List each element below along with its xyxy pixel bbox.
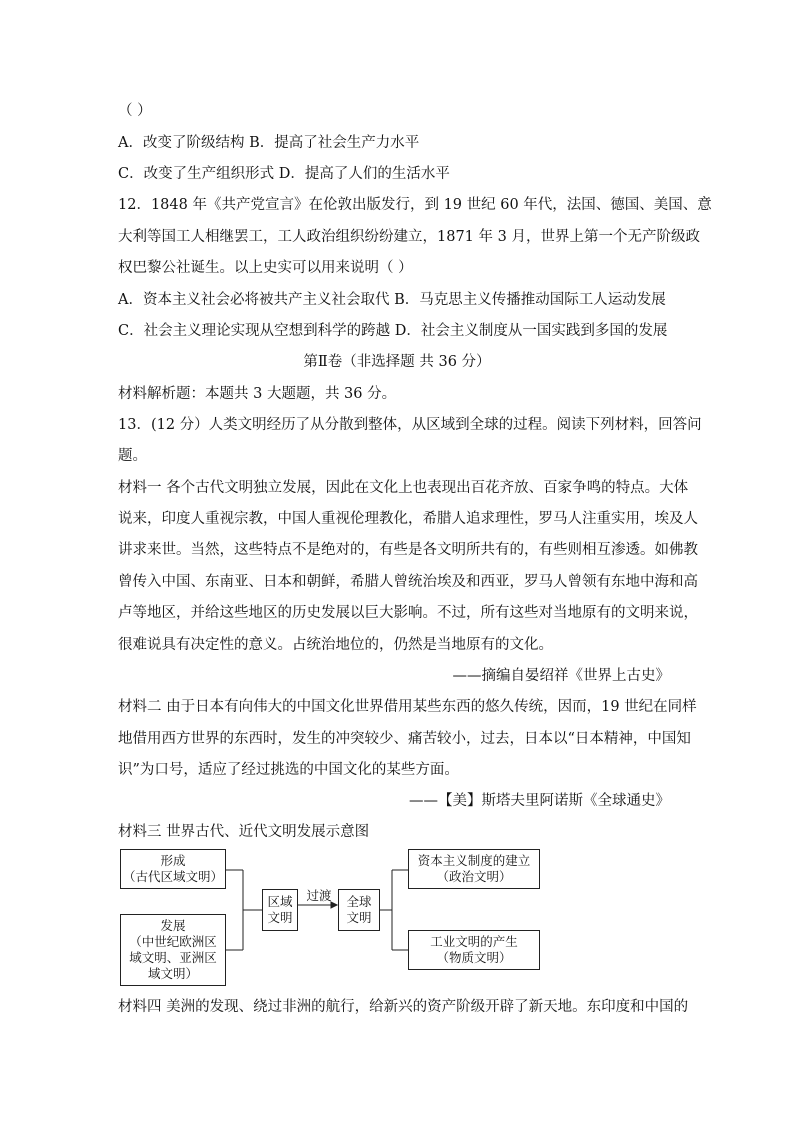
global-label-2: 文明	[346, 910, 372, 925]
material2-line3: 识”为口号，适应了经过挑选的中国文化的某些方面。	[118, 762, 459, 778]
material4-line1: 材料四 美洲的发现、绕过非洲的航行，给新兴的资产阶级开辟了新天地。东印度和中国的	[118, 999, 689, 1015]
q11-parenthesis: （ ）	[118, 103, 152, 119]
regional-label-2: 文明	[267, 910, 293, 925]
development-label: 发展	[160, 918, 186, 933]
regional-label-1: 区域	[267, 894, 293, 909]
regional-civilization-box	[262, 889, 298, 931]
capitalism-label: 资本主义制度的建立	[417, 853, 531, 868]
development-sublabel-3: 域文明）	[147, 966, 198, 981]
material2-source: ——【美】斯塔夫里阿诺斯《全球通史》	[409, 793, 670, 809]
q11-options-ab: A．改变了阶级结构 B．提高了社会生产力水平	[118, 135, 420, 151]
global-label-1: 全球	[346, 894, 372, 909]
material1-line1: 材料一 各个古代文明独立发展，因此在文化上也表现出百花齐放、百家争鸣的特点。大体	[118, 480, 689, 496]
material1-line4: 曾传入中国、东南亚、日本和朝鲜，希腊人曾统治埃及和西亚，罗马人曾领有东地中海和高	[118, 574, 698, 590]
material1-line2: 说来，印度人重视宗教，中国人重视伦理教化，希腊人追求理性，罗马人注重实用，埃及人	[118, 511, 698, 527]
transition-label: 过渡	[306, 888, 332, 903]
section-instruction: 材料解析题：本题共 3 大题题，共 36 分。	[118, 386, 397, 402]
q13-stem-line1: 13．(12 分）人类文明经历了从分散到整体，从区域到全球的过程。阅读下列材料，回答问	[118, 417, 702, 433]
section-title: 第Ⅱ卷（非选择题 共 36 分）	[303, 354, 491, 370]
material2-line2: 地借用西方世界的东西时，发生的冲突较少、痛苦较小，过去，日本以“日本精神，中国知	[118, 731, 691, 747]
q12-text-line2: 大利等国工人相继罢工，工人政治组织纷纷建立，1871 年 3 月，世界上第一个无产阶级政	[118, 229, 700, 245]
material1-source: ——摘编自晏绍祥《世界上古史》	[452, 668, 670, 684]
material1-line5: 卢等地区，并给这些地区的历史发展以巨大影响。不过，所有这些对当地原有的文明来说，	[118, 605, 698, 621]
industrial-box	[408, 930, 540, 970]
global-civilization-box	[338, 889, 380, 931]
formation-box	[120, 849, 226, 889]
q12-options-ab: A．资本主义社会必将被共产主义社会取代 B．马克思主义传播推动国际工人运动发展	[118, 292, 666, 308]
development-sublabel-2: 域文明、亚洲区	[129, 950, 217, 965]
material3-title: 材料三 世界古代、近代文明发展示意图	[118, 824, 370, 840]
material2-line1: 材料二 由于日本有向伟大的中国文化世界借用某些东西的悠久传统，因而，19 世纪在同样	[118, 699, 697, 715]
q12-options-cd: C．社会主义理论实现从空想到科学的跨越 D．社会主义制度从一国实践到多国的发展	[118, 323, 668, 339]
q12-text-line3: 权巴黎公社诞生。以上史实可以用来说明（ ）	[118, 260, 413, 276]
q11-options-cd: C．改变了生产组织形式 D．提高了人们的生活水平	[118, 166, 450, 182]
capitalism-sublabel: （政治文明）	[436, 869, 512, 884]
formation-label: 形成	[160, 853, 186, 868]
material1-line3: 讲求来世。当然，这些特点不是绝对的，有些是各文明所共有的，有些则相互渗透。如佛教	[118, 542, 698, 558]
q12-text-line1: 12．1848 年《共产党宣言》在伦敦出版发行，到 19 世纪 60 年代，法国、德国、美国、意	[118, 197, 712, 213]
material1-line6: 很难说具有决定性的意义。占统治地位的，仍然是当地原有的文化。	[118, 637, 553, 653]
q13-stem-line2: 题。	[118, 448, 147, 464]
formation-sublabel: （古代区域文明）	[122, 869, 223, 884]
capitalism-box	[408, 849, 540, 889]
development-box	[120, 914, 226, 986]
industrial-sublabel: （物质文明）	[436, 950, 512, 965]
industrial-label: 工业文明的产生	[430, 934, 518, 949]
development-sublabel-1: （中世纪欧洲区	[129, 934, 217, 949]
